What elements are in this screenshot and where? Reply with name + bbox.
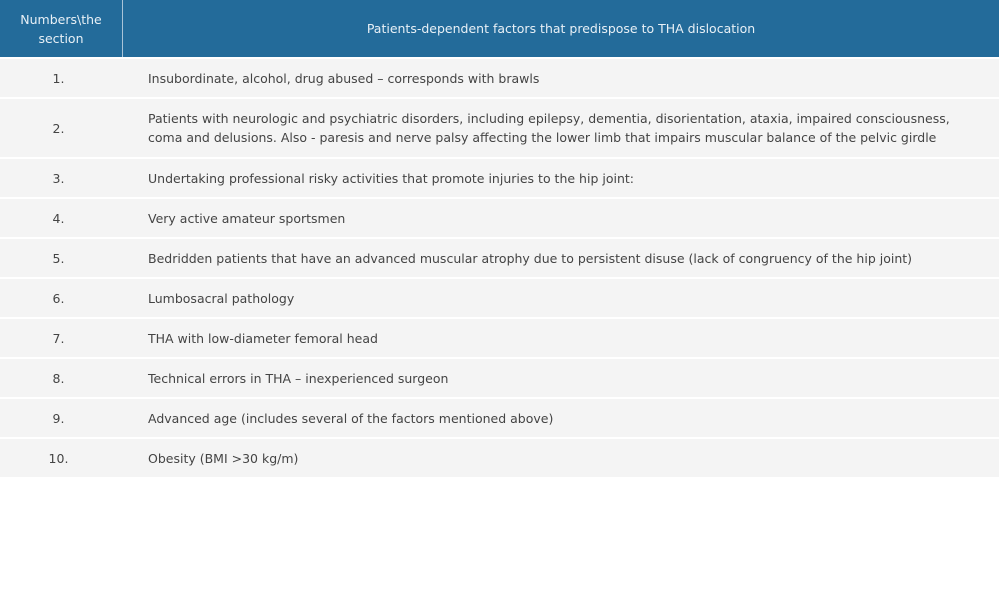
table-row: [0, 237, 999, 277]
row-text: Lumbosacral pathology: [123, 277, 999, 317]
table-row: [0, 57, 999, 97]
row-number: 8.: [0, 357, 123, 397]
row-text: Obesity (BMI >30 kg/m): [123, 437, 999, 477]
row-number: 4.: [0, 197, 123, 237]
row-text: Technical errors in THA – inexperienced surgeon: [123, 357, 999, 397]
row-number: 10.: [0, 437, 123, 477]
table-header: [0, 0, 999, 57]
row-text: Insubordinate, alcohol, drug abused – corresponds with brawls: [123, 57, 999, 97]
table-row: [0, 357, 999, 397]
row-text: Very active amateur sportsmen: [123, 197, 999, 237]
row-number: 2.: [0, 97, 123, 157]
row-number: 3.: [0, 157, 123, 197]
header-factors: Patients-dependent factors that predispose to THA dislocation: [123, 0, 999, 57]
row-text: Bedridden patients that have an advanced muscular atrophy due to persistent disuse (lack of congruency of the hip joint): [123, 237, 999, 277]
header-row: [0, 0, 999, 57]
row-number: 5.: [0, 237, 123, 277]
row-number: 7.: [0, 317, 123, 357]
table-row: [0, 437, 999, 477]
row-number: 9.: [0, 397, 123, 437]
row-text: THA with low-diameter femoral head: [123, 317, 999, 357]
row-number: 6.: [0, 277, 123, 317]
row-text: Advanced age (includes several of the factors mentioned above): [123, 397, 999, 437]
table-row: [0, 97, 999, 157]
row-number: 1.: [0, 57, 123, 97]
table-body: [0, 57, 999, 477]
table-row: [0, 397, 999, 437]
header-number-section: Numbers\the section: [0, 0, 123, 57]
table-row: [0, 157, 999, 197]
table-row: [0, 277, 999, 317]
table-row: [0, 317, 999, 357]
row-text: Patients with neurologic and psychiatric disorders, including epilepsy, dementia, disorientation, ataxia, impaired consciousness, coma and delusions. Also - paresis and nerve palsy affecting the lower limb that impairs muscular balance of the pelvic girdle: [123, 97, 999, 157]
table-row: [0, 197, 999, 237]
row-text: Undertaking professional risky activities that promote injuries to the hip joint:: [123, 157, 999, 197]
